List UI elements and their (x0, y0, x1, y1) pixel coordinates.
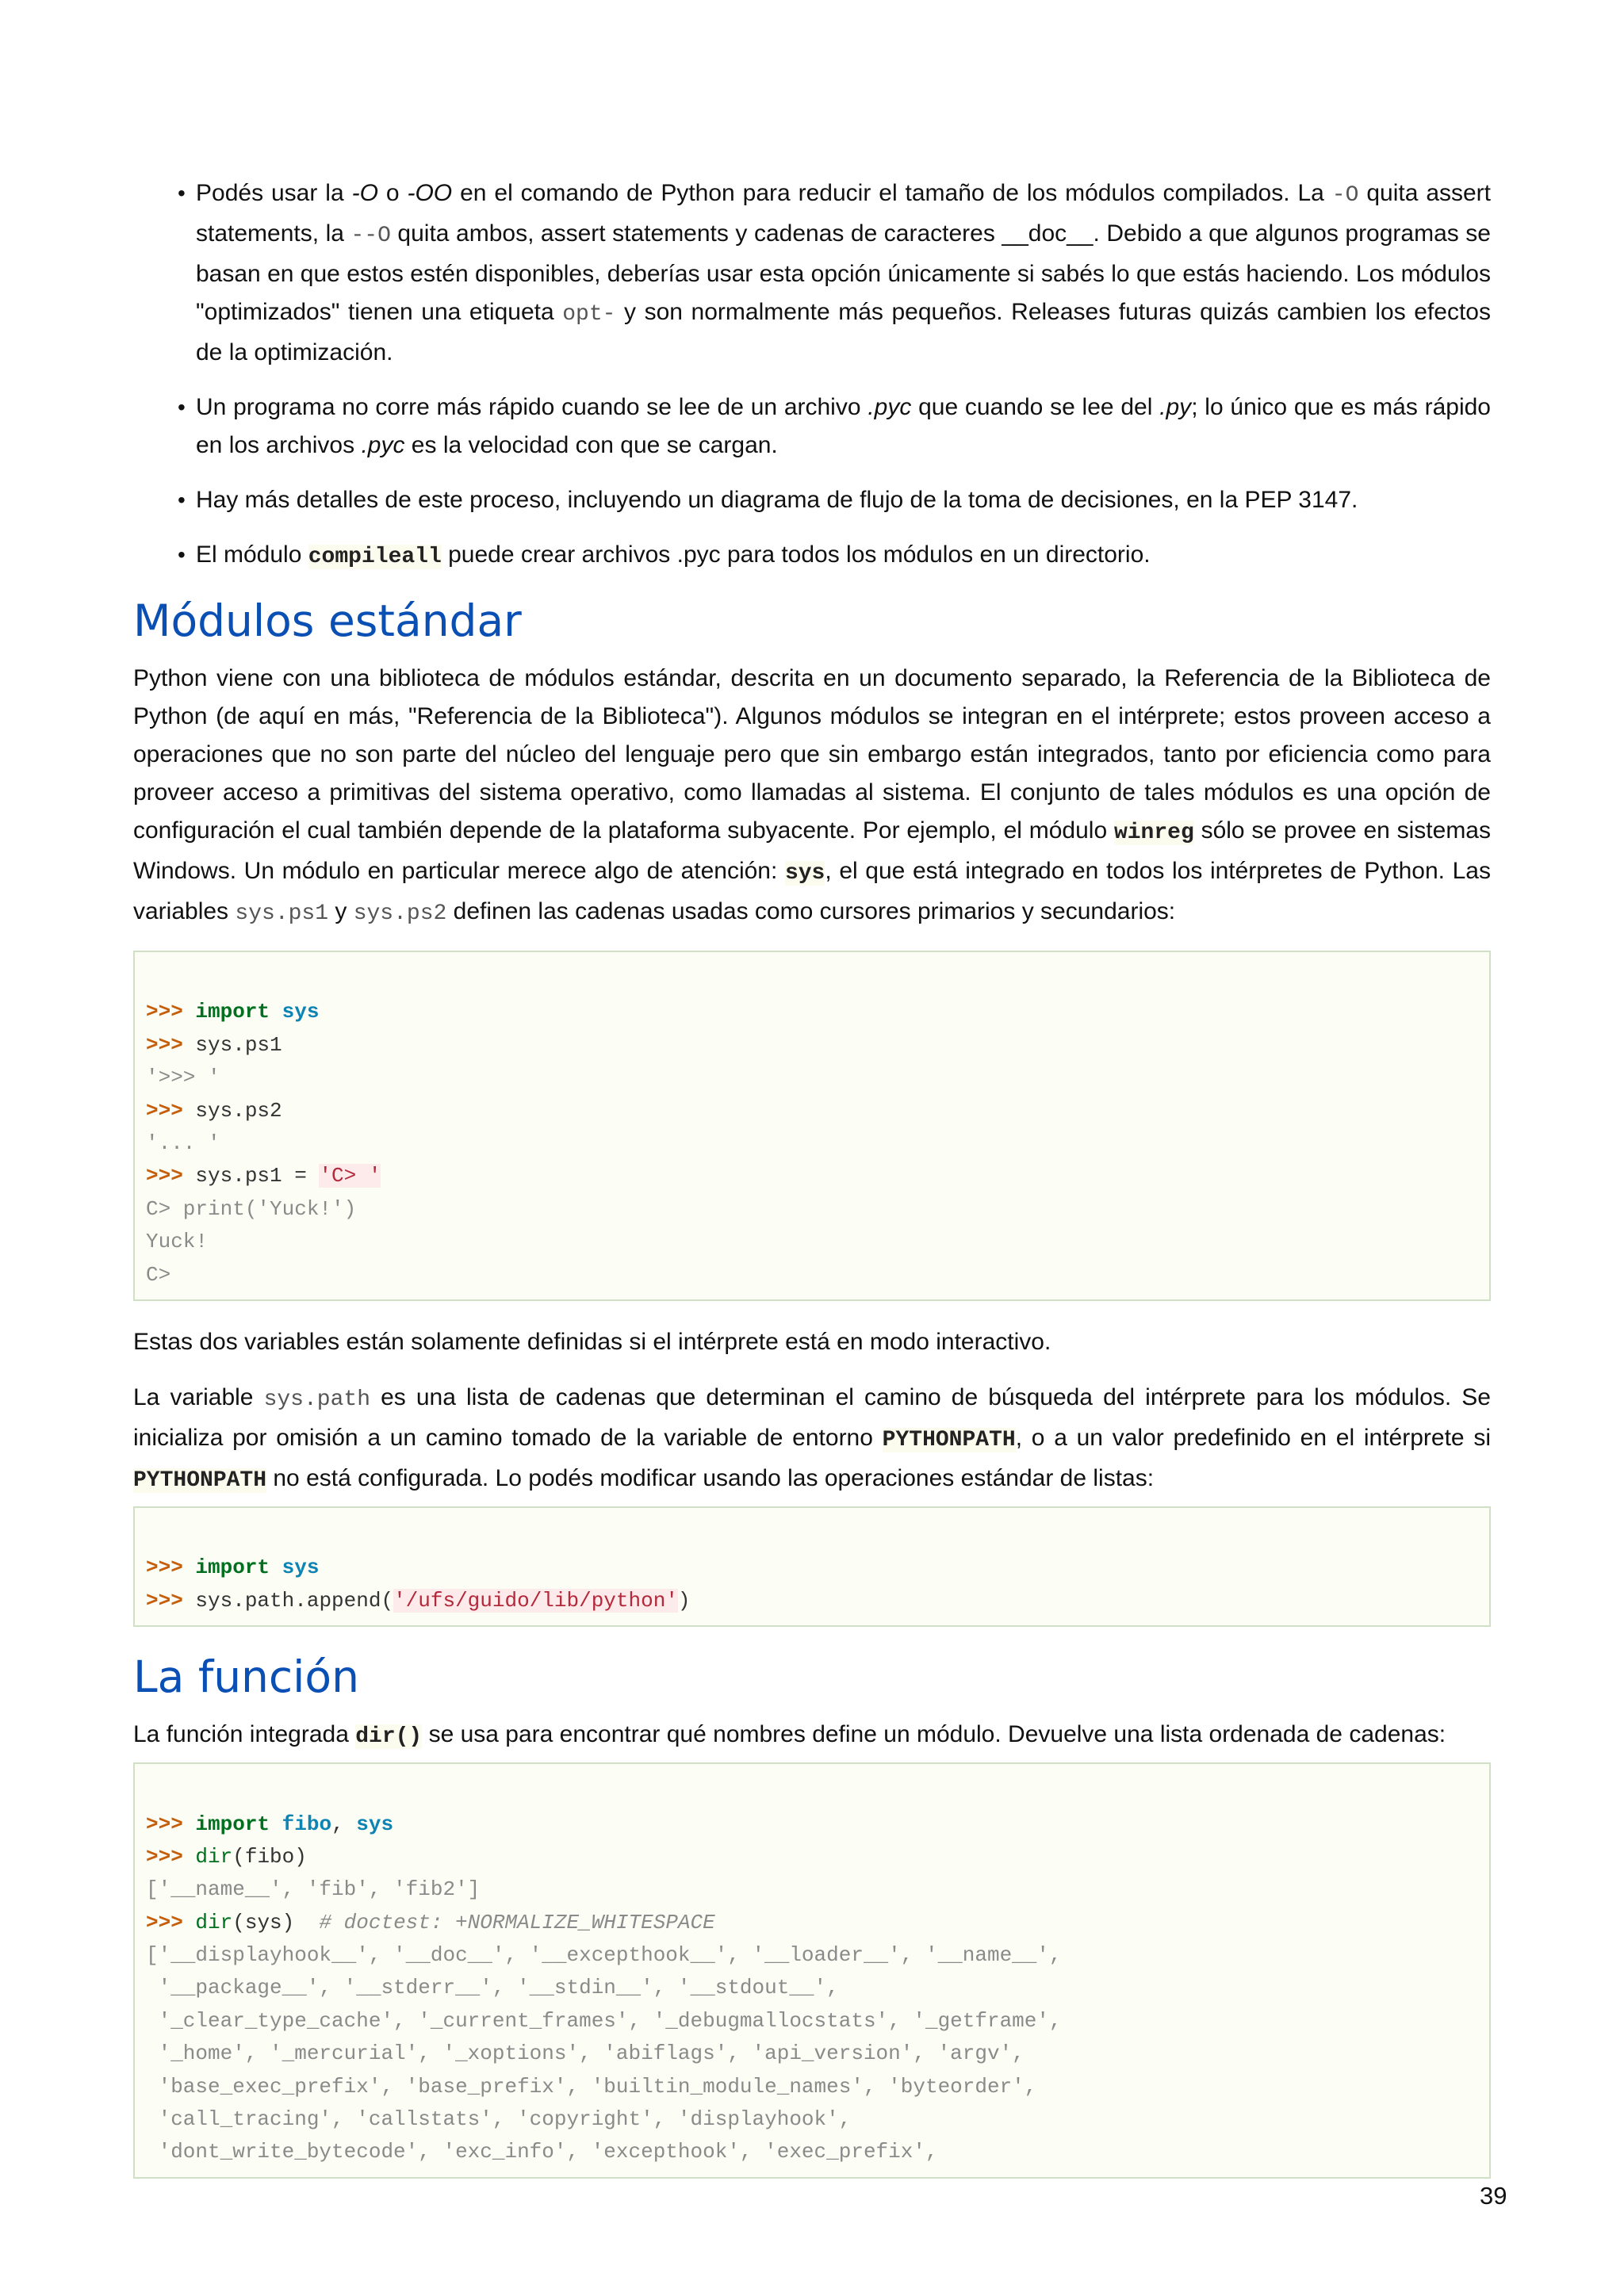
code-output-line: ['__name__', 'fib', 'fib2'] (146, 1877, 481, 1902)
flag-O: -O (351, 180, 378, 206)
inline-code-sys: sys (784, 861, 825, 886)
code-line: >>> sys.ps1 = 'C> ' (146, 1164, 381, 1188)
inline-code-sys-path: sys.path (263, 1387, 370, 1412)
paragraph-sys-path: La variable sys.path es una lista de cadenas que determinan el camino de búsqueda del intérprete para los módulos. Se inicializa por omisión a un camino tomado de la variable de entorno PYTHONPATH, o a un valor predefinido en el intérprete si PYTHONPATH no está configurada. Lo podés modificar usando las operaciones estándar de listas: (133, 1383, 1491, 1493)
code-line: >>> import fibo, sys (146, 1812, 394, 1836)
code-output-line: 'base_exec_prefix', 'base_prefix', 'builtin_module_names', 'byteorder', (146, 2074, 1037, 2099)
code-line: >>> dir(sys) # doctest: +NORMALIZE_WHITESPACE (146, 1910, 715, 1934)
code-output-line: '>>> ' (146, 1066, 220, 1090)
bullet-item-compileall: • El módulo compileall puede crear archivos .pyc para todos los módulos en un directorio. (196, 536, 1491, 576)
heading-modulos-estandar: Módulos estándar (133, 595, 522, 646)
heading-la-funcion: La función (133, 1651, 359, 1703)
paragraph-dir-intro: La función integrada dir() se usa para encontrar qué nombres define un módulo. Devuelve una lista ordenada de cadenas: (133, 1721, 1446, 1750)
bullet-list (133, 174, 1491, 576)
code-line: >>> dir(fibo) (146, 1844, 307, 1869)
code-block-dir (133, 1762, 1491, 2179)
inline-code-dir: dir() (355, 1724, 423, 1750)
inline-code-OO: --O (350, 224, 391, 248)
code-output-line: 'dont_write_bytecode', 'exc_info', 'excepthook', 'exec_prefix', (146, 2140, 938, 2164)
code-block-sys-ps (133, 951, 1491, 1301)
code-line: >>> import sys (146, 1000, 320, 1024)
code-output-line: '... ' (146, 1131, 220, 1155)
code-output-line: '__package__', '__stderr__', '__stdin__', '__stdout__', (146, 1976, 839, 2000)
document-page (133, 174, 1491, 2201)
bullet-item-pyc-speed: • Un programa no corre más rápido cuando se lee de un archivo .pyc que cuando se lee del .py; lo único que es más rápido en los archivos .pyc es la velocidad con que se cargan. (196, 388, 1491, 465)
code-output-line: ['__displayhook__', '__doc__', '__excepthook__', '__loader__', '__name__', (146, 1943, 1062, 1968)
code-output-line: Yuck! (146, 1230, 209, 1254)
code-block-sys-path-append (133, 1506, 1491, 1627)
paragraph-modulos-intro: Python viene con una biblioteca de módulos estándar, descrita en un documento separado, la Referencia de la Biblioteca de Python (de aquí en más, "Referencia de la Biblioteca"). Algunos módulos se integran en el intérprete; estos proveen acceso a operaciones que no son parte del núcleo del lenguaje pero que sin embargo están integrados, tanto por eficiencia como para proveer acceso a primitivas del sistema operativo, como llamadas al sistema. El conjunto de tales módulos es una opción de configuración el cual también depende de la plataforma subyacente. Por ejemplo, el módulo winreg sólo se provee en sistemas Windows. Un módulo en particular merece algo de atención: sys, el que está integrado en todos los intérpretes de Python. Las variables sys.ps1 y sys.ps2 definen las cadenas usadas como cursores primarios y secundarios: (133, 665, 1491, 926)
inline-code-compileall: compileall (308, 545, 442, 569)
inline-code-sys-ps2: sys.ps2 (353, 901, 447, 926)
code-line: >>> sys.ps2 (146, 1098, 282, 1123)
code-output-line: C> (146, 1262, 171, 1287)
code-line: >>> sys.path.append('/ufs/guido/lib/python') (146, 1588, 691, 1613)
page-number: 39 (1480, 2182, 1507, 2210)
inline-code-pythonpath: PYTHONPATH (882, 1427, 1016, 1452)
code-output-line: '_clear_type_cache', '_current_frames', '_debugmallocstats', '_getframe', (146, 2008, 1062, 2033)
inline-code-opt: opt- (562, 302, 616, 327)
code-output-line: C> print('Yuck!') (146, 1196, 357, 1221)
inline-code-pythonpath: PYTHONPATH (133, 1468, 267, 1493)
code-line: >>> sys.ps1 (146, 1032, 282, 1057)
inline-code-sys-ps1: sys.ps1 (235, 901, 329, 926)
code-line: >>> import sys (146, 1556, 320, 1580)
bullet-item-pep3147: • Hay más detalles de este proceso, incluyendo un diagrama de flujo de la toma de decisiones, en la PEP 3147. (196, 481, 1491, 519)
bullet-item-optimization: • Podés usar la -O o -OO en el comando de Python para reducir el tamaño de los módulos compilados. La -O quita assert statements, la --O quita ambos, assert statements y cadenas de caracteres __doc__. Debido a que algunos programas se basan en que estos estén disponibles, deberías usar esta opción únicamente si sabés lo que estás haciendo. Los módulos "optimizados" tienen una etiqueta opt- y son normalmente más pequeños. Releases futuras quizás cambien los efectos de la optimización. (196, 174, 1491, 372)
inline-code-winreg: winreg (1113, 821, 1194, 845)
flag-OO: -OO (407, 180, 453, 206)
code-output-line: 'call_tracing', 'callstats', 'copyright', 'displayhook', (146, 2107, 852, 2132)
paragraph-interactive-note: Estas dos variables están solamente definidas si el intérprete está en modo interactivo. (133, 1328, 1051, 1355)
code-output-line: '_home', '_mercurial', '_xoptions', 'abiflags', 'api_version', 'argv', (146, 2042, 1025, 2066)
inline-code-O: -O (1331, 183, 1359, 208)
